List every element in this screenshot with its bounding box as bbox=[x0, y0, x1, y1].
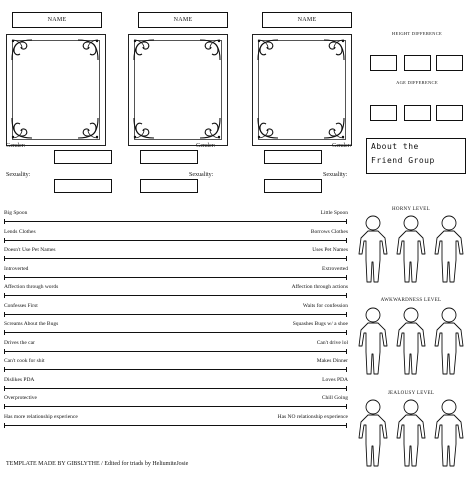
awkwardness-level-title: AWKWARDNESS LEVEL bbox=[380, 298, 442, 303]
name-label-2: NAME bbox=[173, 17, 193, 23]
friend-group-line1: About the bbox=[371, 142, 419, 151]
scale-right-label: Squashes Bugs w/ a shoe bbox=[292, 321, 348, 327]
scale-right-label: Extroverted bbox=[322, 265, 348, 272]
person-outline-icon[interactable] bbox=[394, 214, 428, 284]
ornament-corner-icon bbox=[134, 40, 154, 60]
gender-label-2: Gender: bbox=[196, 143, 216, 149]
sexuality-field-2[interactable] bbox=[140, 179, 198, 193]
scale-left-label: Can't cook for shit bbox=[4, 358, 45, 364]
scale-left-label: Affection through words bbox=[4, 284, 59, 290]
scale-right-label: Borrows Clothes bbox=[310, 228, 348, 235]
scale-left-label: Doesn't Use Pet Names bbox=[4, 247, 56, 253]
scale-left-label: Dislikes PDA bbox=[4, 376, 35, 383]
scale-left-label: Confesses First bbox=[4, 302, 38, 309]
ornament-corner-icon bbox=[134, 118, 154, 138]
sexuality-field-1[interactable] bbox=[54, 179, 112, 193]
scale-line[interactable] bbox=[4, 221, 347, 222]
scale-line[interactable] bbox=[4, 258, 347, 259]
age-difference-title: AGE DIFFERENCE bbox=[396, 80, 438, 85]
sexuality-label-3: Sexuality: bbox=[323, 172, 348, 178]
height-box-2[interactable] bbox=[404, 55, 431, 71]
gender-label-3: Gender: bbox=[332, 143, 352, 149]
friend-group-line2: Friend Group bbox=[371, 156, 435, 165]
gender-field-3[interactable] bbox=[264, 150, 322, 164]
person-outline-icon[interactable] bbox=[356, 398, 390, 468]
jealousy-level-title: JEALOUSY LEVEL bbox=[387, 391, 435, 396]
scale-line[interactable] bbox=[4, 369, 347, 370]
friend-group-box bbox=[366, 138, 466, 174]
gender-field-2[interactable] bbox=[140, 150, 198, 164]
scale-line[interactable] bbox=[4, 240, 347, 241]
scale-left-label: Drives the car bbox=[4, 339, 35, 346]
sexuality-label-2: Sexuality: bbox=[189, 172, 214, 178]
ornament-corner-icon bbox=[200, 40, 220, 60]
scale-right-label: Chill Going bbox=[321, 395, 348, 401]
ornament-corner-icon bbox=[78, 118, 98, 138]
scale-right-label: Affection through actions bbox=[291, 284, 348, 290]
person-outline-icon[interactable] bbox=[432, 214, 466, 284]
scale-line[interactable] bbox=[4, 332, 347, 333]
age-box-3[interactable] bbox=[436, 105, 463, 121]
scale-right-label: Little Spoon bbox=[320, 210, 348, 216]
ornament-corner-icon bbox=[200, 118, 220, 138]
gender-field-1[interactable] bbox=[54, 150, 112, 164]
scale-right-label: Makes Dinner bbox=[316, 358, 348, 364]
ornament-corner-icon bbox=[12, 118, 32, 138]
scale-line[interactable] bbox=[4, 406, 347, 407]
ornament-corner-icon bbox=[258, 40, 278, 60]
height-box-1[interactable] bbox=[370, 55, 397, 71]
scale-left-label: Introverted bbox=[4, 265, 29, 272]
sexuality-field-3[interactable] bbox=[264, 179, 322, 193]
scale-left-label: Big Spoon bbox=[4, 210, 28, 216]
scale-left-label: Overprotective bbox=[4, 395, 37, 401]
ornament-corner-icon bbox=[324, 118, 344, 138]
scale-right-label: Loves PDA bbox=[322, 376, 348, 383]
scale-left-label: Screams About the Bugs bbox=[4, 321, 59, 327]
name-label-3: NAME bbox=[297, 17, 317, 23]
age-box-1[interactable] bbox=[370, 105, 397, 121]
height-box-3[interactable] bbox=[436, 55, 463, 71]
scale-line[interactable] bbox=[4, 314, 347, 315]
horny-level-title: HORNY LEVEL bbox=[392, 207, 430, 212]
gender-label-1: Gender: bbox=[6, 143, 26, 149]
person-outline-icon[interactable] bbox=[394, 398, 428, 468]
scale-right-label: Waits for confession bbox=[302, 302, 348, 309]
person-outline-icon[interactable] bbox=[356, 214, 390, 284]
person-outline-icon[interactable] bbox=[432, 398, 466, 468]
scale-line[interactable] bbox=[4, 351, 347, 352]
ornament-corner-icon bbox=[258, 118, 278, 138]
scale-line[interactable] bbox=[4, 388, 347, 389]
footer-credit: TEMPLATE MADE BY GIBSLYTHE / Edited for triads by HeliumiteJosie bbox=[6, 461, 189, 467]
scale-right-label: Uses Pet Names bbox=[312, 247, 348, 253]
scale-line[interactable] bbox=[4, 425, 347, 426]
scale-right-label: Can't drive lol bbox=[316, 339, 348, 346]
person-outline-icon[interactable] bbox=[356, 306, 390, 376]
scale-left-label: Has more relationship experience bbox=[4, 413, 78, 420]
name-label-1: NAME bbox=[47, 17, 67, 23]
scale-line[interactable] bbox=[4, 295, 347, 296]
ornament-corner-icon bbox=[324, 40, 344, 60]
scale-line[interactable] bbox=[4, 277, 347, 278]
age-box-2[interactable] bbox=[404, 105, 431, 121]
ornament-corner-icon bbox=[12, 40, 32, 60]
height-difference-title: HEIGHT DIFFERENCE bbox=[391, 31, 443, 36]
ornament-corner-icon bbox=[78, 40, 98, 60]
scale-right-label: Has NO relationship experience bbox=[277, 413, 348, 420]
scale-left-label: Lends Clothes bbox=[4, 228, 36, 235]
person-outline-icon[interactable] bbox=[394, 306, 428, 376]
person-outline-icon[interactable] bbox=[432, 306, 466, 376]
sexuality-label-1: Sexuality: bbox=[6, 172, 31, 178]
